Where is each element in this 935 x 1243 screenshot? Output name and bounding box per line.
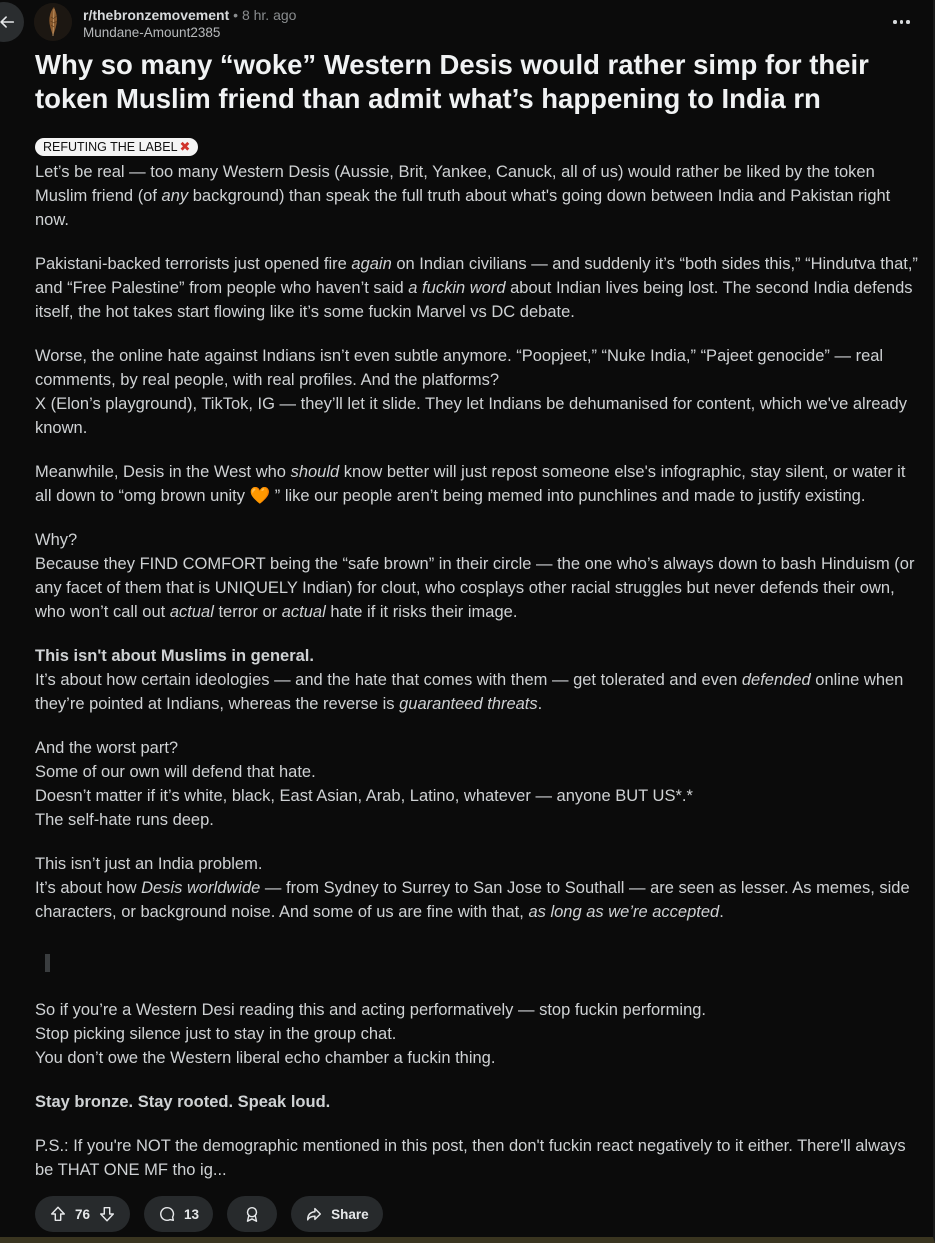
arrow-left-icon <box>0 13 16 31</box>
text: background) than speak the full truth about what's going down between India and Pakistan right now. <box>35 187 891 229</box>
text: ” like our people aren’t being memed into punchlines and made to justify existing. <box>270 487 866 505</box>
post-actions <box>35 1196 383 1232</box>
dot-icon <box>893 20 897 24</box>
text: know better will just repost someone else's infographic, stay silent, or water it all down to “omg brown unity <box>35 463 906 505</box>
text: Worse, the online hate against Indians isn’t even subtle anymore. “Poopjeet,” “Nuke India,” “Pajeet genocide” — real comments, by real people, with real profiles. And the platforms? <box>35 347 884 389</box>
orange-heart-icon: 🧡 <box>249 487 271 505</box>
text: So if you’re a Western Desi reading this and acting performatively — stop fuckin performing. <box>35 1001 707 1019</box>
text: It’s about how certain ideologies — and the hate that comes with them — get tolerated and even <box>35 671 742 689</box>
text: The self-hate runs deep. <box>35 811 214 829</box>
author-link[interactable]: Mundane-Amount2385 <box>83 25 221 40</box>
paragraph <box>35 736 920 832</box>
flair-text: REFUTING THE LABEL <box>43 140 178 154</box>
paragraph <box>35 1090 920 1114</box>
feather-icon <box>34 3 72 41</box>
vote-count: 76 <box>75 1206 91 1222</box>
paragraph <box>35 528 920 624</box>
text: X (Elon’s playground), TikTok, IG — they’ll let it slide. They let Indians be dehumanised for content, which we've already known. <box>35 395 907 437</box>
emphasis: again <box>351 255 392 273</box>
emphasis: Desis worldwide <box>141 879 261 897</box>
emphasis: should <box>290 463 340 481</box>
bold-text: Stay bronze. Stay rooted. Speak loud. <box>35 1093 331 1111</box>
bold-text: This isn't about Muslims in general. <box>35 647 314 665</box>
text: Why? <box>35 531 78 549</box>
paragraph <box>35 344 920 440</box>
text: on Indian civilians — and suddenly it’s “both sides this,” “Hindutva that,” and “Free Palestine” from people who haven’t said <box>35 255 918 297</box>
text: — from Sydney to Surrey to San Jose to Southall — are seen as lesser. As memes, side characters, or background noise. And some of us are fine with that, <box>35 879 910 921</box>
comment-count: 13 <box>184 1206 200 1222</box>
downvote-icon[interactable] <box>98 1205 116 1223</box>
paragraph <box>35 252 920 324</box>
spacer <box>35 944 920 998</box>
post-title: Why so many “woke” Western Desis would rather simp for their token Muslim friend than admit what’s happening to India rn <box>35 49 869 114</box>
emphasis: as long as we’re accepted <box>528 903 720 921</box>
share-icon <box>305 1205 323 1223</box>
text: about Indian lives being lost. The second India defends itself, the hot takes start flowing like it’s some fuckin Marvel vs DC debate. <box>35 279 913 321</box>
post-meta <box>83 6 296 42</box>
text: Pakistani-backed terrorists just opened fire <box>35 255 352 273</box>
text: Let’s be real — too many Western Desis (Aussie, Brit, Yankee, Canuck, all of us) would rather be liked by the token Muslim friend (of <box>35 163 875 205</box>
post-flair[interactable] <box>35 138 198 156</box>
share-label: Share <box>331 1206 369 1222</box>
paragraph <box>35 998 920 1070</box>
paragraph <box>35 644 920 716</box>
text: hate if it risks their image. <box>325 603 518 621</box>
award-button[interactable] <box>227 1196 277 1232</box>
text: terror or <box>213 603 282 621</box>
emphasis: defended <box>741 671 811 689</box>
text: Some of our own will defend that hate. <box>35 763 316 781</box>
subreddit-link[interactable]: r/thebronzemovement <box>83 7 230 23</box>
meta-separator: • <box>233 7 239 23</box>
emphasis: actual <box>169 603 214 621</box>
text: P.S.: If you're NOT the demographic mentioned in this post, then don't fuckin react negatively to it either. There'll always be THAT ONE MF tho ig... <box>35 1137 906 1179</box>
vote-bar <box>35 1196 130 1232</box>
text: . <box>719 903 724 921</box>
text: And the worst part? <box>35 739 179 757</box>
more-options-button[interactable] <box>893 12 913 32</box>
post-time: 8 hr. ago <box>241 7 297 23</box>
text: Doesn’t matter if it’s white, black, East Asian, Arab, Latino, whatever — anyone BUT US*.* <box>35 787 693 805</box>
dot-icon <box>900 20 904 24</box>
text: You don’t owe the Western liberal echo chamber a fuckin thing. <box>35 1049 496 1067</box>
text: . <box>537 695 543 713</box>
text: Stop picking silence just to stay in the group chat. <box>35 1025 397 1043</box>
emphasis: any <box>161 187 189 205</box>
paragraph <box>35 460 920 508</box>
text: Because they FIND COMFORT being the “safe brown” in their circle — the one who’s always down to bash Hinduism (or any facet of them that is UNIQUELY Indian) for clout, who cosplays other racial struggles but never defends their own, who won’t call out <box>35 555 915 621</box>
emphasis: guaranteed threats <box>399 695 538 713</box>
emphasis: a fuckin word <box>408 279 506 297</box>
comments-button[interactable] <box>144 1196 213 1232</box>
subreddit-avatar[interactable] <box>34 3 72 41</box>
text: It’s about how <box>35 879 142 897</box>
text: online when they’re pointed at Indians, whereas the reverse is <box>35 671 904 713</box>
text: This isn’t just an India problem. <box>35 855 263 873</box>
post-body <box>35 160 920 1202</box>
cross-mark-icon: ✖ <box>179 139 191 154</box>
paragraph <box>35 852 920 924</box>
upvote-icon[interactable] <box>49 1205 67 1223</box>
share-button[interactable] <box>291 1196 383 1232</box>
text-cursor <box>45 954 50 972</box>
dot-icon <box>906 20 910 24</box>
paragraph <box>35 1134 920 1182</box>
comment-icon <box>158 1205 176 1223</box>
text: Meanwhile, Desis in the West who <box>35 463 291 481</box>
emphasis: actual <box>281 603 326 621</box>
award-icon <box>243 1205 261 1223</box>
paragraph <box>35 160 920 232</box>
